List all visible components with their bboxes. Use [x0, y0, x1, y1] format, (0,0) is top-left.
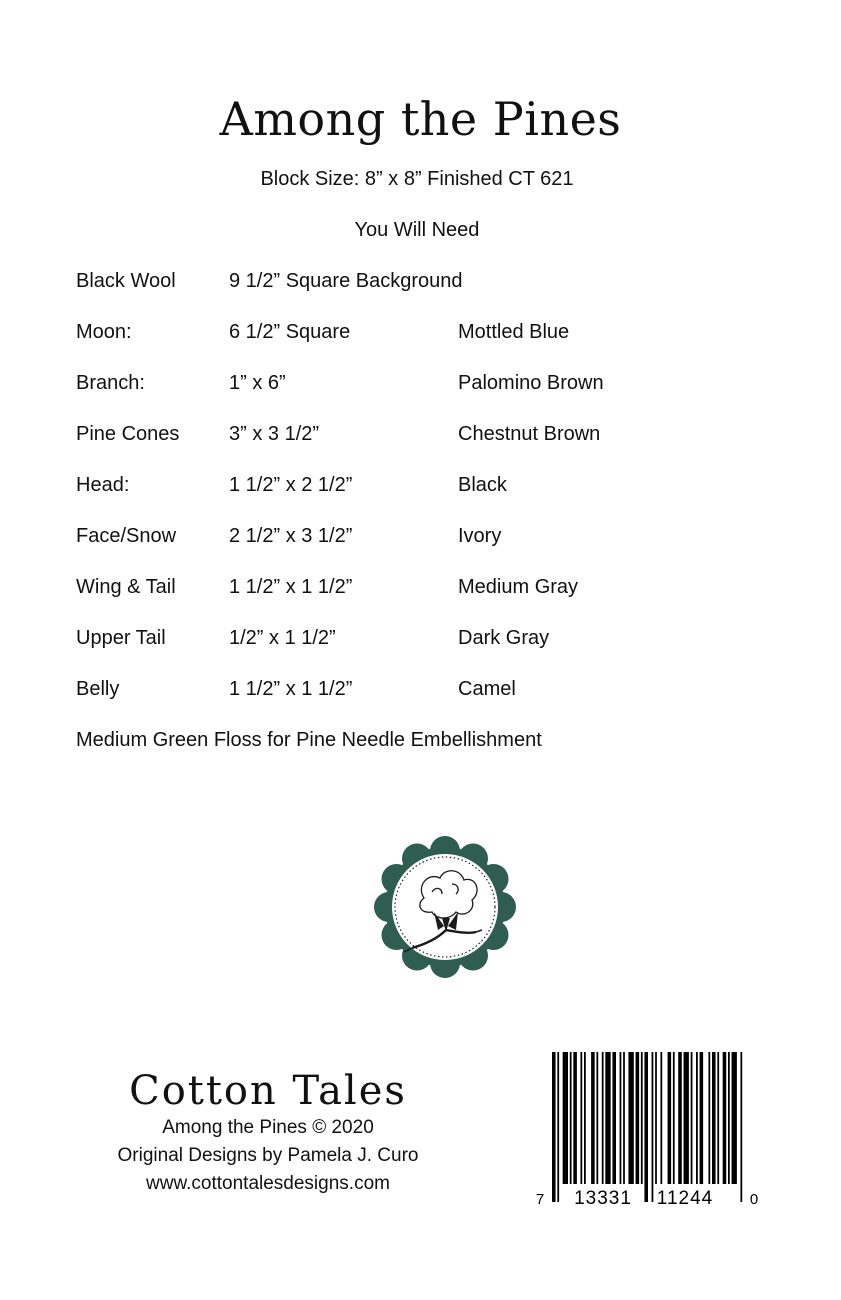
barcode-bar [557, 1052, 559, 1202]
barcode-bar [641, 1052, 643, 1184]
material-row [76, 474, 776, 525]
material-row [76, 576, 776, 627]
cotton-boll-logo-icon [372, 834, 518, 980]
material-size: 1/2” x 1 1/2” [229, 627, 336, 649]
materials-list [76, 270, 776, 729]
material-row [76, 372, 776, 423]
barcode-bar [602, 1052, 604, 1184]
barcode-bar [728, 1052, 730, 1184]
block-size-line: Block Size: 8” x 8” Finished CT 621 [260, 168, 574, 190]
barcode-bar [708, 1052, 710, 1184]
material-row [76, 627, 776, 678]
barcode-bar [605, 1052, 610, 1184]
credit-line-website: www.cottontalesdesigns.com [146, 1173, 390, 1194]
material-size: 9 1/2” Square Background [229, 270, 463, 292]
barcode-bar [570, 1052, 572, 1184]
barcode-bar [591, 1052, 595, 1184]
floss-note: Medium Green Floss for Pine Needle Embellishment [76, 729, 542, 751]
material-part: Belly [76, 678, 120, 700]
barcode-bar [563, 1052, 568, 1184]
barcode-bar [668, 1052, 672, 1184]
barcode-bar [644, 1052, 648, 1202]
material-color: Palomino Brown [458, 372, 604, 394]
material-part: Moon: [76, 321, 132, 343]
credit-line-pattern: Among the Pines © 2020 [162, 1117, 374, 1138]
barcode-bar [712, 1052, 716, 1184]
material-size: 1” x 6” [229, 372, 286, 394]
barcode-bar [612, 1052, 616, 1184]
barcode-bar [584, 1052, 586, 1184]
material-row [76, 423, 776, 474]
material-color: Medium Gray [458, 576, 579, 598]
material-part: Branch: [76, 372, 145, 394]
barcode-bar [660, 1052, 662, 1184]
material-size: 2 1/2” x 3 1/2” [229, 525, 353, 547]
barcode-bar [652, 1052, 654, 1202]
barcode-lead-digit: 7 [535, 1191, 545, 1208]
material-part: Face/Snow [76, 525, 177, 547]
barcode [534, 1050, 760, 1210]
barcode-bar [628, 1052, 633, 1184]
material-part: Upper Tail [76, 627, 166, 649]
material-color: Black [458, 474, 507, 496]
material-color: Dark Gray [458, 627, 550, 649]
barcode-bar [573, 1052, 577, 1184]
brand-name: Cotton Tales [129, 1068, 407, 1114]
barcode-bar [717, 1052, 719, 1184]
material-part: Wing & Tail [76, 576, 176, 598]
material-size: 1 1/2” x 1 1/2” [229, 678, 353, 700]
material-size: 1 1/2” x 1 1/2” [229, 576, 353, 598]
barcode-bar [623, 1052, 625, 1184]
barcode-bar [684, 1052, 689, 1184]
material-row [76, 321, 776, 372]
material-part: Pine Cones [76, 423, 180, 445]
barcode-check-digit: 0 [749, 1191, 759, 1208]
barcode-bar [552, 1052, 556, 1202]
material-color: Chestnut Brown [458, 423, 601, 445]
barcode-bar [696, 1052, 698, 1184]
barcode-bar [620, 1052, 622, 1184]
barcode-bar [673, 1052, 675, 1184]
barcode-bar [723, 1052, 727, 1184]
material-size: 1 1/2” x 2 1/2” [229, 474, 353, 496]
barcode-bar [596, 1052, 598, 1184]
material-color: Camel [458, 678, 516, 700]
barcode-bar [580, 1052, 582, 1184]
material-row [76, 270, 776, 321]
material-color: Mottled Blue [458, 321, 570, 343]
material-size: 6 1/2” Square [229, 321, 351, 343]
barcode-bar [636, 1052, 640, 1184]
page-title: Among the Pines [219, 92, 622, 146]
barcode-group-right: 11244 [656, 1188, 714, 1209]
barcode-bar [740, 1052, 742, 1202]
material-part: Black Wool [76, 270, 176, 292]
barcode-bar [700, 1052, 704, 1184]
barcode-bar [655, 1052, 657, 1184]
material-row [76, 525, 776, 576]
material-row [76, 678, 776, 729]
material-size: 3” x 3 1/2” [229, 423, 320, 445]
barcode-bar [691, 1052, 693, 1184]
needs-heading: You Will Need [354, 219, 480, 241]
barcode-bar [678, 1052, 682, 1184]
material-color: Ivory [458, 525, 502, 547]
barcode-bar [732, 1052, 737, 1184]
barcode-group-left: 13331 [574, 1188, 632, 1209]
material-part: Head: [76, 474, 130, 496]
credit-line-designer: Original Designs by Pamela J. Curo [117, 1145, 419, 1166]
